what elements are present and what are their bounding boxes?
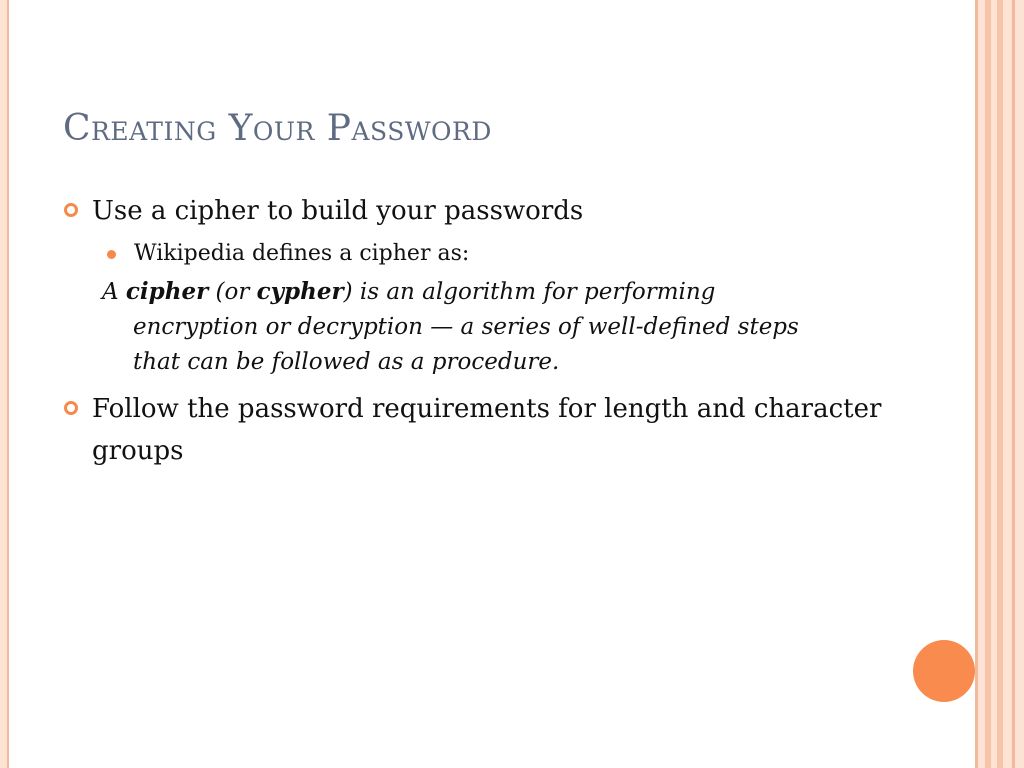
bullet-item [62, 190, 912, 232]
quote-term-cipher: cipher [125, 278, 209, 305]
bullet-text: Use a cipher to build your passwords [92, 196, 584, 226]
sub-bullet-text: Wikipedia defines a cipher as: [134, 241, 470, 266]
slide-title: Creating Your Password [63, 108, 492, 149]
right-border-stripe [997, 0, 1003, 768]
right-border-stripe [975, 0, 978, 768]
quote-prefix: A [102, 279, 126, 305]
ring-bullet-icon [64, 401, 78, 415]
bullet-item [62, 388, 912, 472]
sub-bullet-item [62, 234, 912, 274]
right-border-stripe [985, 0, 991, 768]
ring-bullet-icon [64, 203, 78, 217]
cipher-definition-quote [102, 274, 833, 380]
dot-bullet-icon [107, 250, 116, 259]
quote-rest: ) is an algorithm for performing encryption or decryption — a series of well-defined steps that can be followed as a procedure. [133, 279, 799, 375]
slide-body [62, 190, 912, 472]
bullet-text: Follow the password requirements for length and character groups [92, 394, 882, 466]
right-border-stripe [1012, 0, 1015, 768]
quote-term-cypher: cypher [256, 278, 344, 305]
decorative-circle [913, 640, 975, 702]
quote-middle: (or [208, 279, 257, 305]
